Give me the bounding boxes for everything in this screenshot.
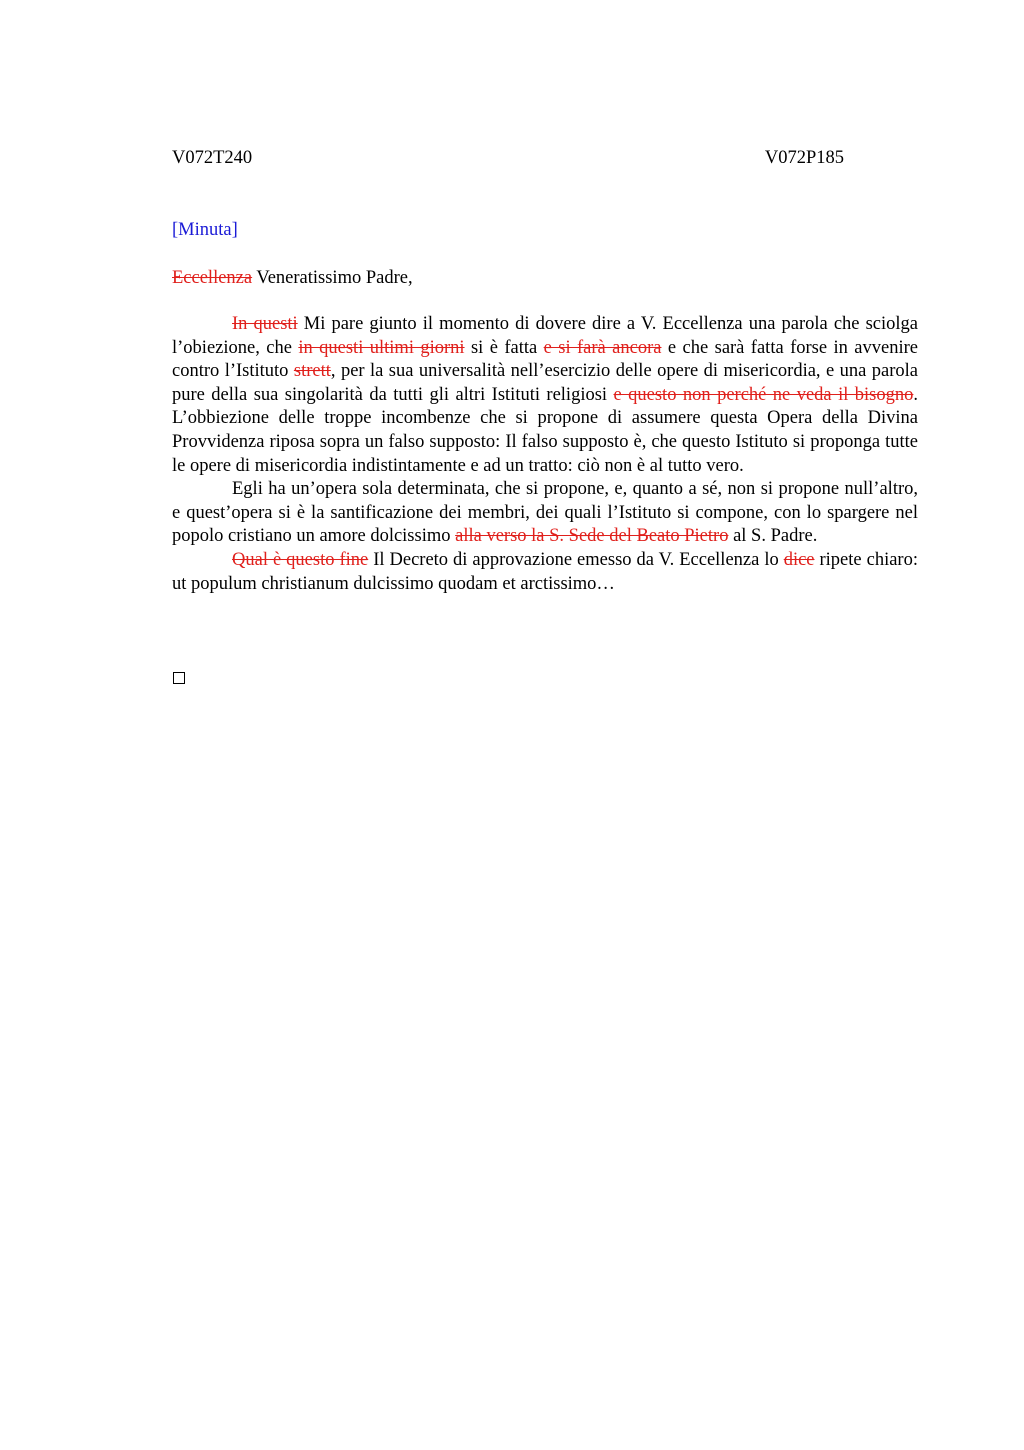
text-segment: e che sarà fatta forse in avvenire contro l’Istituto: [172, 337, 918, 382]
salutation-text: Veneratissimo Padre,: [252, 268, 413, 288]
paragraph-2: [172, 478, 918, 549]
text-segment: Mi pare giunto il momento di dovere dire a V. Eccellenza una parola che sciolga l’obiezione, che: [172, 314, 918, 358]
document-code-right: V072P185: [764, 148, 844, 168]
document-code-left: V072T240: [172, 148, 253, 168]
salutation: [172, 266, 413, 290]
deleted-text-segment: e si farà ancora: [543, 337, 662, 358]
text-segment: si è fatta: [464, 337, 544, 358]
empty-square-icon: [173, 672, 185, 684]
deleted-text-segment: in questi ultimi giorni: [298, 337, 465, 358]
text-segment: ripete chiaro: ut populum christianum dulcissimo quodam et arctissimo…: [172, 549, 918, 594]
deleted-text-segment: e questo non perché ne veda il bisogno: [613, 384, 914, 405]
deleted-text-segment: In questi: [232, 314, 298, 334]
paragraph-1: [172, 313, 918, 478]
text-segment: al S. Padre.: [728, 526, 818, 547]
document-header: [172, 146, 844, 170]
text-segment: Egli ha un’opera sola determinata, che si propone, e, quanto a sé, non si propone null’altro, e quest’opera si è la santificazione dei membri, dei quali l’Istituto si compone, con lo spargere nel popolo cristiano un amore dolcissimo: [172, 479, 918, 547]
deleted-text-segment: alla verso la S. Sede del Beato Pietro: [455, 526, 729, 547]
text-segment: . L’obbiezione delle troppe incombenze che si propone di assumere questa Opera della Divina Provvidenza riposa sopra un falso supposto: Il falso supposto è, che questo Istituto si proponga tutte le opere di misericordia indistintamente e ad un tratto: ciò non è al tutto vero.: [172, 384, 919, 476]
text-segment: , per la sua universalità nell’esercizio delle opere di misericordia, e una parola pure della sua singolarità da tutti gli altri Istituti religiosi: [172, 361, 919, 405]
paragraph-3: [172, 549, 918, 596]
deleted-text-segment: strett: [293, 361, 331, 382]
deleted-text-segment: dice: [783, 549, 815, 570]
salutation-deleted-word: Eccellenza: [172, 268, 253, 288]
text-segment: Il Decreto di approvazione emesso da V. Eccellenza lo: [368, 549, 784, 570]
minuta-label: [Minuta]: [172, 220, 238, 240]
deleted-text-segment: Qual è questo fine: [232, 549, 369, 570]
letter-body: [172, 313, 918, 596]
